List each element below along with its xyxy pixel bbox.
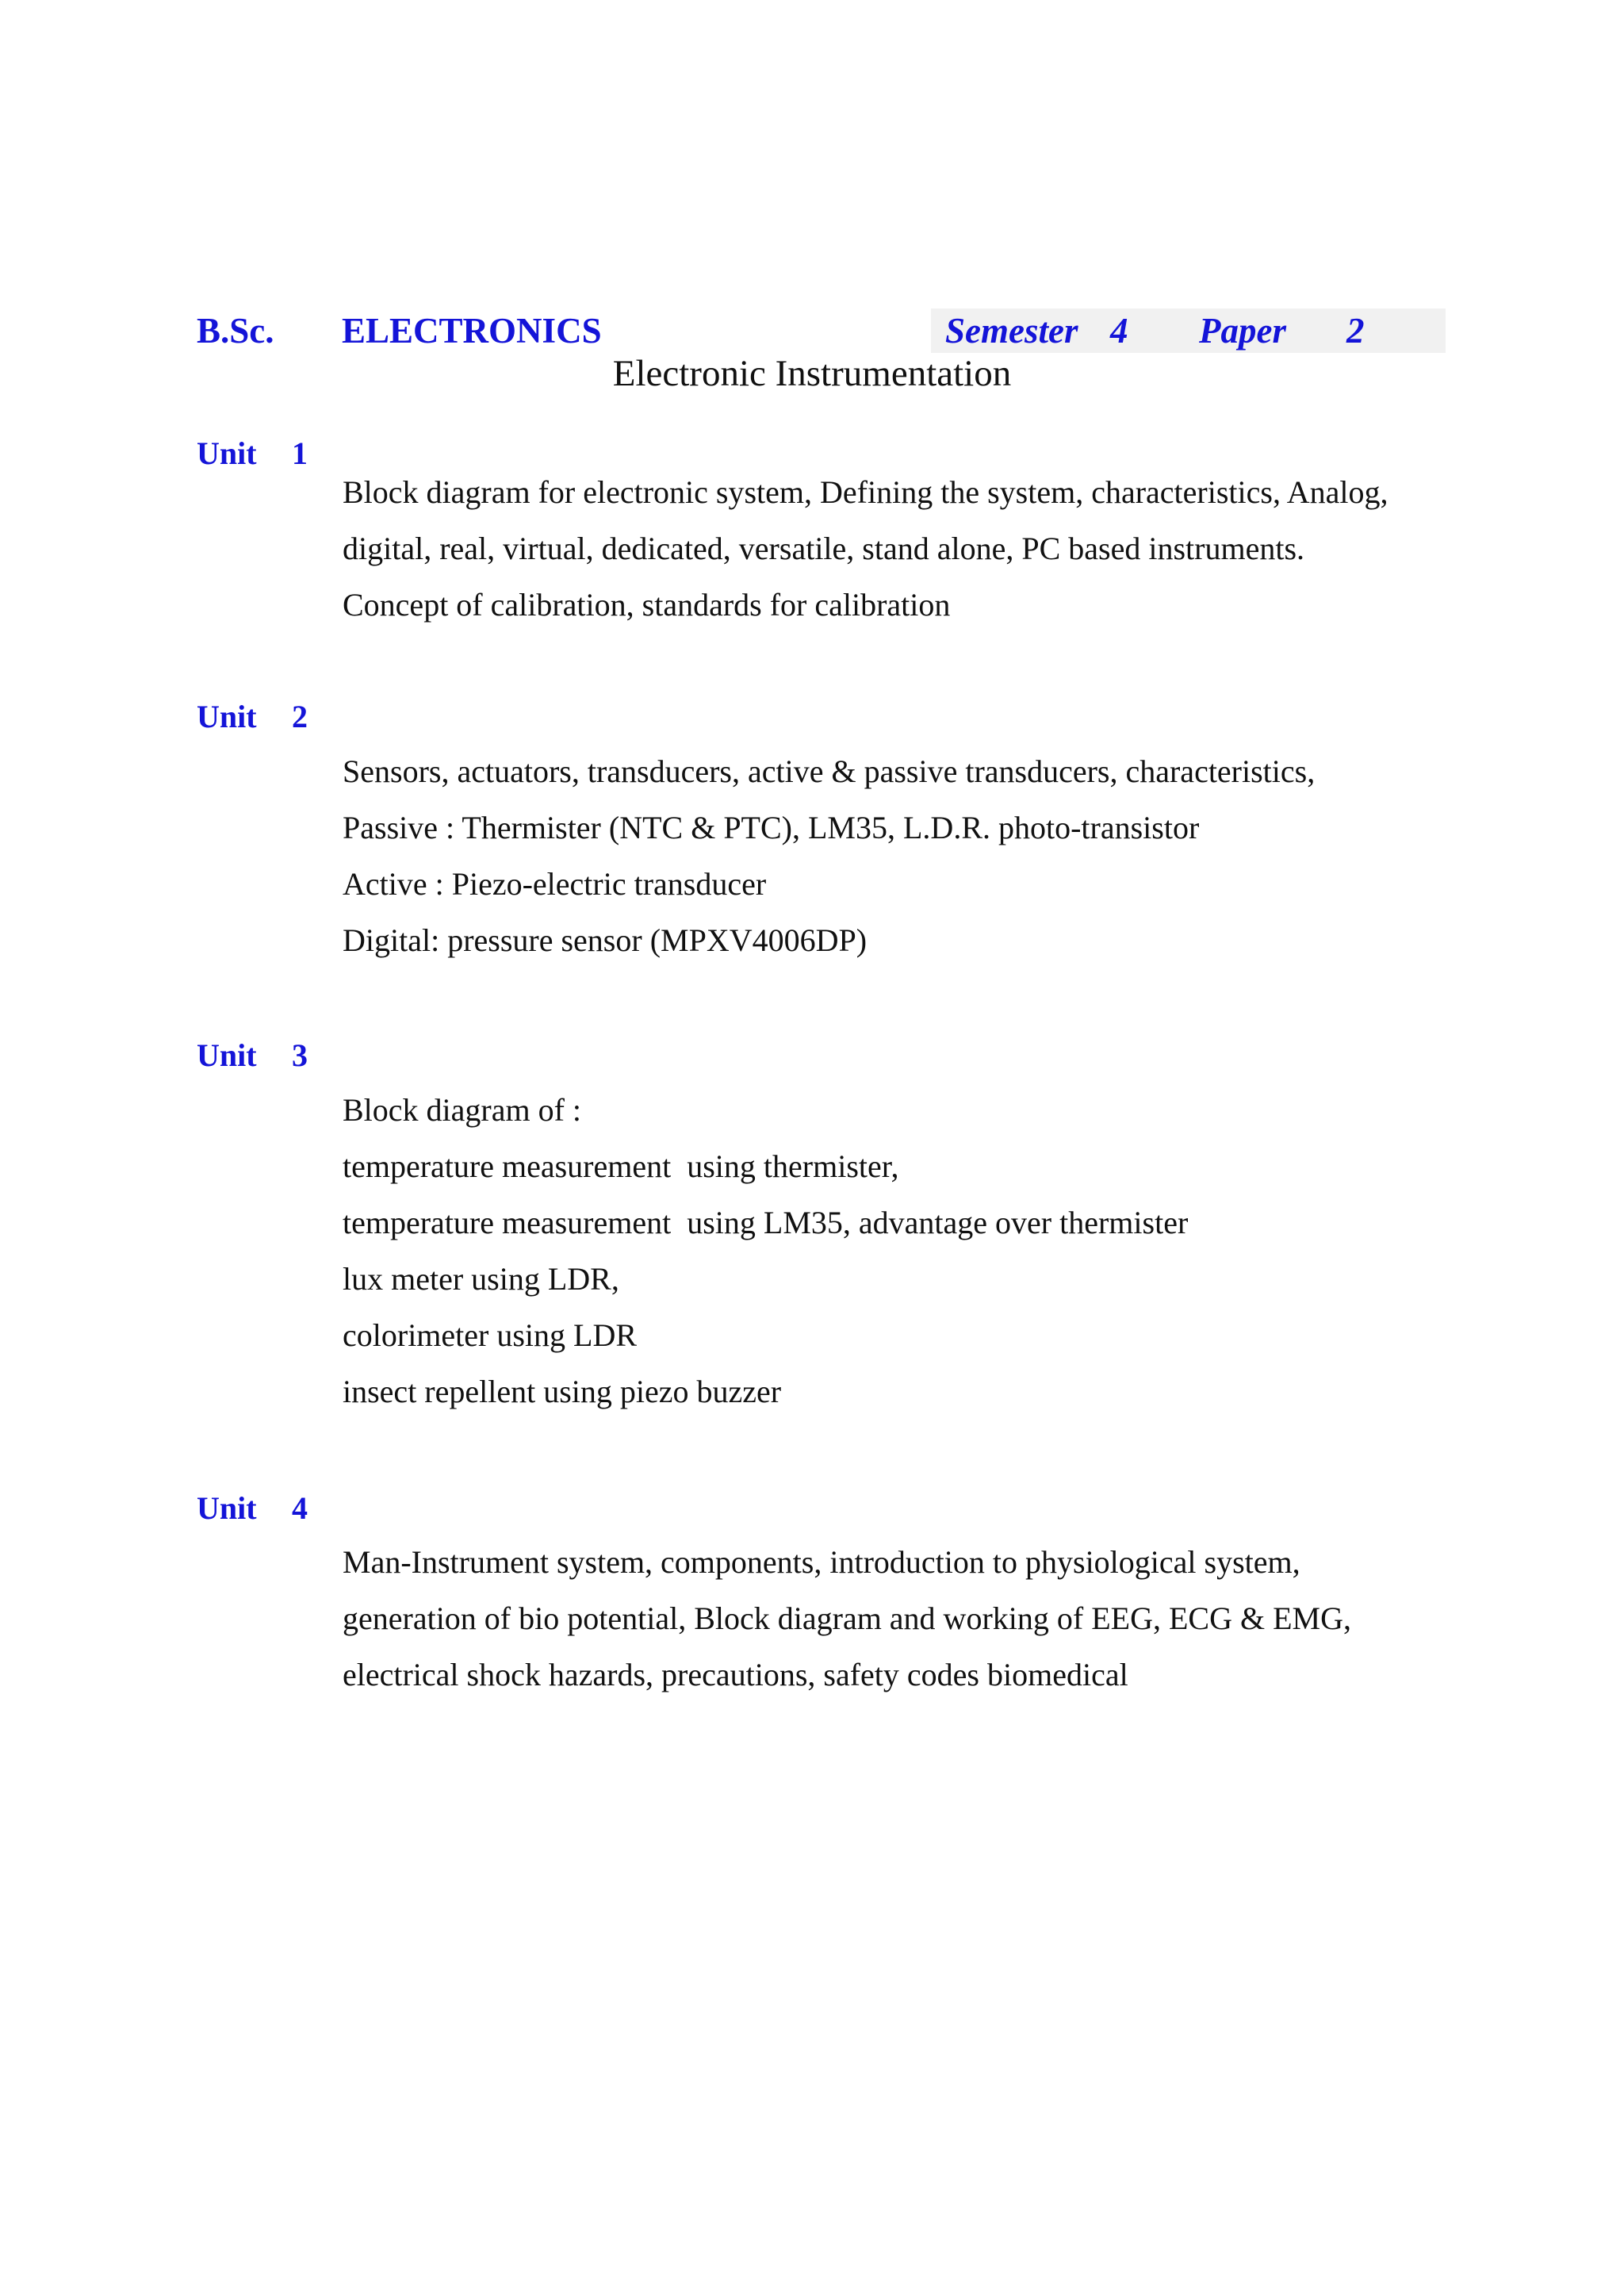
unit-2-content — [343, 743, 1453, 968]
unit-2-heading — [197, 695, 308, 739]
unit-number: 1 — [292, 435, 308, 471]
unit-label: Unit — [197, 1490, 257, 1526]
unit-line: insect repellent using piezo buzzer — [343, 1374, 782, 1409]
unit-3-content — [343, 1082, 1453, 1420]
unit-line: temperature measurement using LM35, advantage over thermister — [343, 1205, 1189, 1240]
unit-line: Block diagram of : — [343, 1092, 582, 1128]
unit-line: Man-Instrument system, components, introduction to physiological system, — [343, 1544, 1300, 1580]
unit-line: Digital: pressure sensor (MPXV4006DP) — [343, 922, 868, 958]
unit-line: Sensors, actuators, transducers, active & passive transducers, characteristics, — [343, 753, 1316, 789]
unit-line: generation of bio potential, Block diagram and working of EEG, ECG & EMG, — [343, 1600, 1351, 1636]
unit-3-heading — [197, 1033, 308, 1078]
subject-label: ELECTRONICS — [342, 311, 602, 351]
unit-line: temperature measurement using thermister, — [343, 1148, 899, 1184]
unit-line: lux meter using LDR, — [343, 1261, 619, 1297]
unit-line: Concept of calibration, standards for calibration — [343, 587, 951, 623]
paper-label: Paper — [1199, 311, 1286, 351]
course-title-text: Electronic Instrumentation — [612, 353, 1012, 394]
unit-line: Passive : Thermister (NTC & PTC), LM35, L.D.R. photo-transistor — [343, 810, 1200, 845]
course-header — [197, 306, 1446, 355]
unit-4-content — [343, 1534, 1453, 1703]
unit-line: Block diagram for electronic system, Defining the system, characteristics, Analog, — [343, 474, 1388, 510]
paper-value: 2 — [1346, 311, 1365, 351]
unit-1-content — [343, 464, 1453, 633]
unit-number: 4 — [292, 1490, 308, 1526]
unit-line: Active : Piezo-electric transducer — [343, 866, 767, 902]
unit-number: 2 — [292, 699, 308, 734]
course-title — [0, 349, 1624, 398]
semester-paper-box — [931, 309, 1446, 353]
degree-label: B.Sc. — [197, 311, 274, 351]
unit-line: electrical shock hazards, precautions, safety codes biomedical — [343, 1657, 1128, 1692]
unit-label: Unit — [197, 1037, 257, 1073]
unit-1-heading — [197, 431, 308, 476]
unit-line: colorimeter using LDR — [343, 1317, 638, 1353]
unit-line: digital, real, virtual, dedicated, versatile, stand alone, PC based instruments. — [343, 531, 1305, 566]
semester-value: 4 — [1110, 311, 1128, 351]
unit-label: Unit — [197, 435, 257, 471]
unit-label: Unit — [197, 699, 257, 734]
unit-4-heading — [197, 1486, 308, 1531]
unit-number: 3 — [292, 1037, 308, 1073]
semester-label: Semester — [945, 311, 1078, 351]
